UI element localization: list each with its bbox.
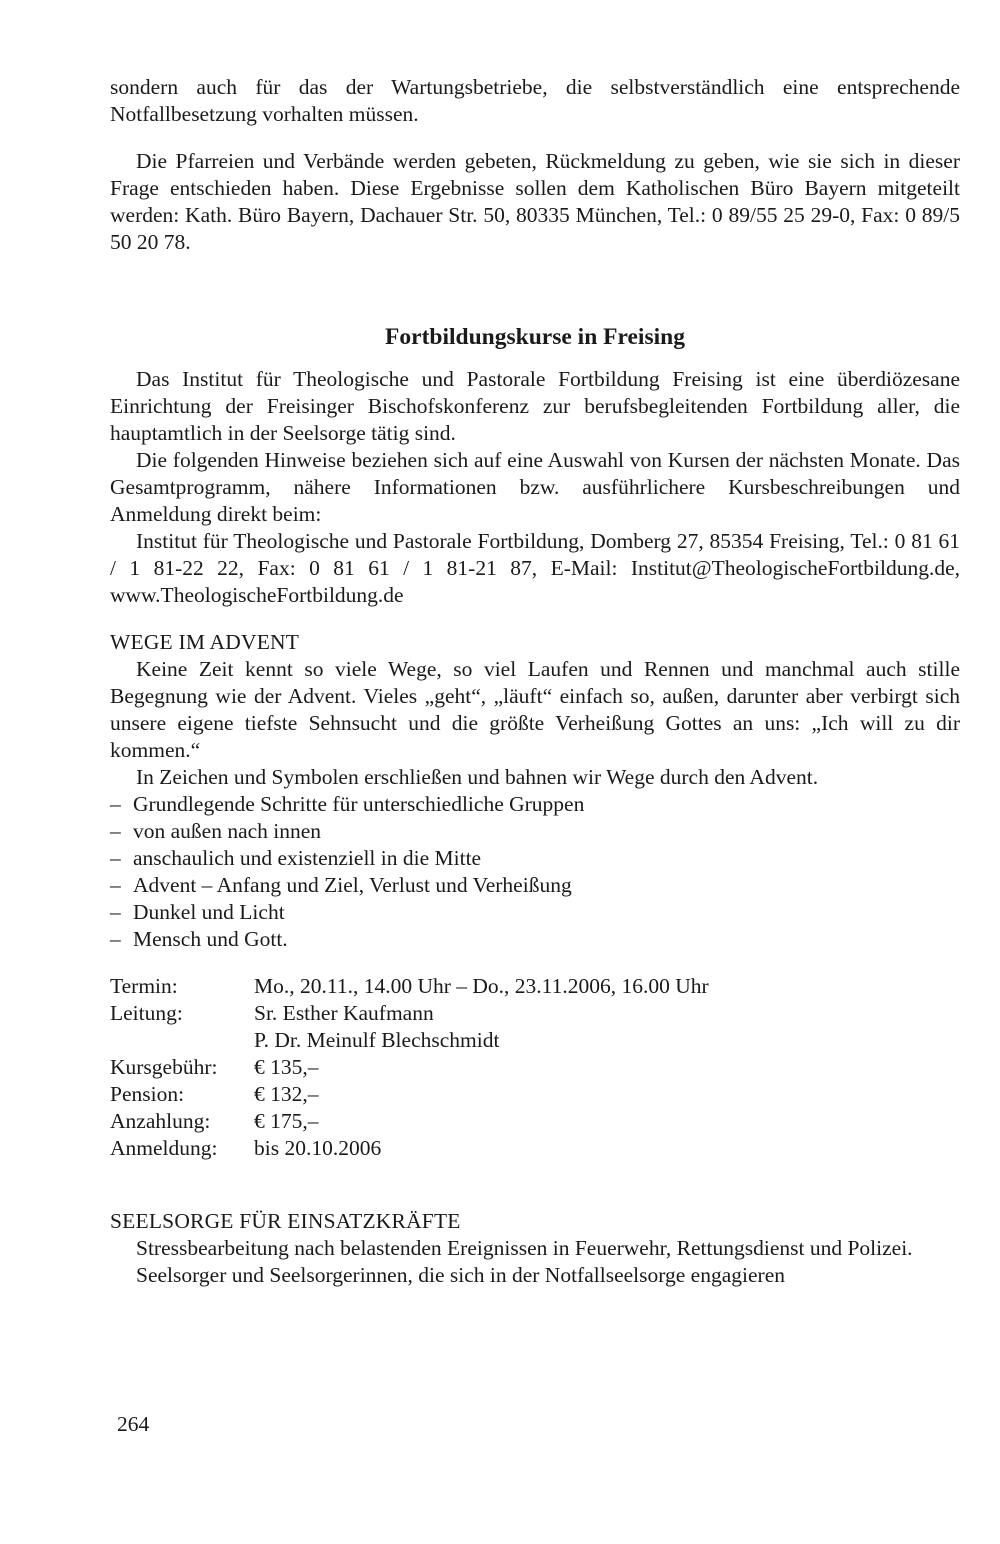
list-item: – Grundlegende Schritte für unterschiedliche Gruppen (110, 791, 960, 818)
anzahlung-value: € 175,– (254, 1109, 319, 1133)
table-row (110, 1000, 709, 1027)
course1-paragraph-1: Keine Zeit kennt so viele Wege, so viel Laufen und Rennen und manchmal auch stille Begegnung wie der Advent. Vieles „geht“, „läuft“ einfach so, außen, darunter aber verbirgt sich unsere eigene tiefste Sehnsucht und die größte Verheißung Gottes an uns: „Ich will zu dir kommen.“ (110, 657, 960, 762)
table-row (110, 973, 709, 1000)
list-item: – anschaulich und existenziell in die Mitte (110, 845, 960, 872)
anmeldung-value: bis 20.10.2006 (254, 1136, 382, 1160)
termin-label: Termin: (110, 974, 178, 998)
table-row (110, 1081, 709, 1108)
course1-topic-list (110, 791, 960, 953)
kursgebuehr-value: € 135,– (254, 1055, 319, 1079)
table-row (110, 1054, 709, 1081)
leitung-value-1: Sr. Esther Kaufmann (254, 1001, 434, 1025)
course1-info-table (110, 973, 709, 1162)
list-item: – Dunkel und Licht (110, 899, 960, 926)
leitung-label: Leitung: (110, 1001, 183, 1025)
course2-paragraph-1: Stressbearbeitung nach belastenden Ereignissen in Feuerwehr, Rettungsdienst und Polizei. (136, 1236, 913, 1260)
pension-label: Pension: (110, 1082, 185, 1106)
course2-paragraph-2: Seelsorger und Seelsorgerinnen, die sich in der Notfallseelsorge engagieren (136, 1263, 785, 1287)
table-row (110, 1108, 709, 1135)
section-contact: Institut für Theologische und Pastorale Fortbildung, Domberg 27, 85354 Freising, Tel.: 0 81 61 / 1 81-22 22, Fax: 0 81 61 / 1 81-21 87, E-Mail: Institut@TheologischeFortbildung.de, www.TheologischeFortbildung.de (110, 529, 960, 607)
course-title-seelsorge-fuer-einsatzkraefte: SEELSORGE FÜR EINSATZKRÄFTE (110, 1209, 461, 1233)
table-row (110, 1027, 709, 1054)
course1-paragraph-2: In Zeichen und Symbolen erschließen und bahnen wir Wege durch den Advent. (136, 765, 819, 789)
termin-value: Mo., 20.11., 14.00 Uhr – Do., 23.11.2006, 16.00 Uhr (254, 974, 709, 998)
section-heading: Fortbildungskurse in Freising (385, 324, 685, 350)
anmeldung-label: Anmeldung: (110, 1136, 218, 1160)
table-row (110, 1135, 709, 1162)
list-item: – Advent – Anfang und Ziel, Verlust und Verheißung (110, 872, 960, 899)
anzahlung-label: Anzahlung: (110, 1109, 211, 1133)
kursgebuehr-label: Kursgebühr: (110, 1055, 218, 1079)
course-title-wege-im-advent: WEGE IM ADVENT (110, 630, 300, 654)
section-paragraph-2: Die folgenden Hinweise beziehen sich auf eine Auswahl von Kursen der nächsten Monate. Das Gesamtprogramm, nähere Informationen bzw. ausführlichere Kursbeschreibungen und Anmeldung direkt beim: (110, 448, 960, 526)
leitung-value-2: P. Dr. Meinulf Blechschmidt (254, 1028, 500, 1052)
intro-paragraph-1: sondern auch für das der Wartungsbetriebe, die selbstverständlich eine entsprechende Notfallbesetzung vorhalten müssen. (110, 75, 960, 126)
pension-value: € 132,– (254, 1082, 319, 1106)
list-item: – Mensch und Gott. (110, 926, 960, 953)
intro-paragraph-2: Die Pfarreien und Verbände werden gebeten, Rückmeldung zu geben, wie sie sich in dieser Frage entschieden haben. Diese Ergebnisse sollen dem Katholischen Büro Bayern mitgeteilt werden: Kath. Büro Bayern, Dachauer Str. 50, 80335 München, Tel.: 0 89/55 25 29-0, Fax: 0 89/5 50 20 78. (110, 149, 960, 254)
page-number: 264 (117, 1412, 150, 1436)
section-paragraph-1: Das Institut für Theologische und Pastorale Fortbildung Freising ist eine überdiözesane Einrichtung der Freisinger Bischofskonferenz zur berufsbegleitenden Fortbildung aller, die hauptamtlich in der Seelsorge tätig sind. (110, 367, 960, 445)
page-body (110, 74, 960, 1289)
list-item: – von außen nach innen (110, 818, 960, 845)
